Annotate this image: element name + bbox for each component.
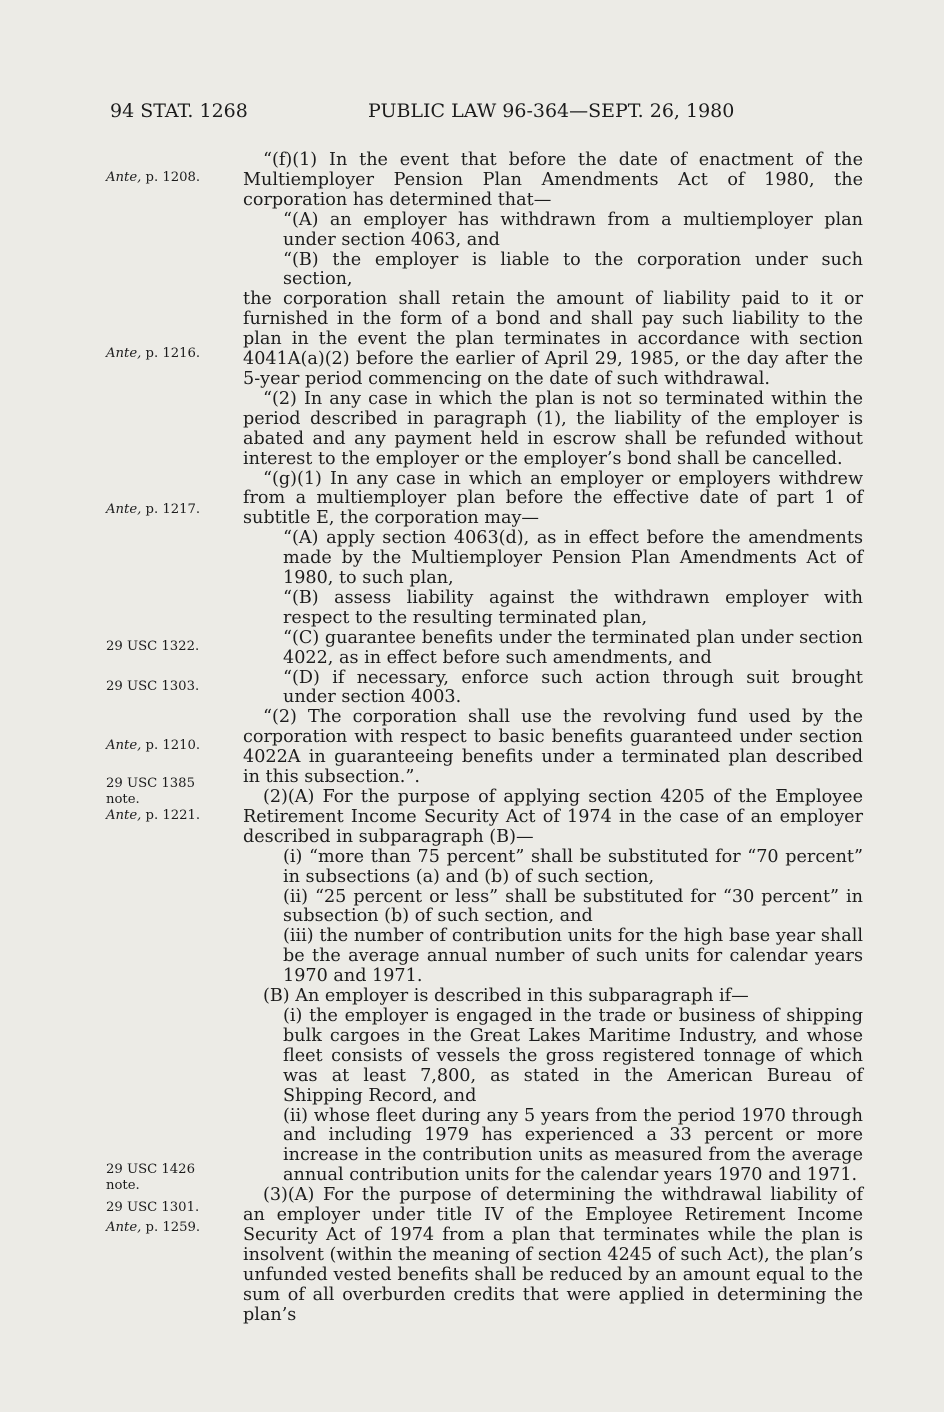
paragraph: “(B) assess liability against the withdrawn employer with respect to the resulting terminated plan, <box>283 587 863 628</box>
paragraph: (ii) “25 percent or less” shall be substituted for “30 percent” in subsection (b) of such section, and <box>283 886 863 927</box>
margin-note: Ante, p. 1208. <box>106 170 201 185</box>
paragraph: “(2) The corporation shall use the revolving fund used by the corporation with respect to basic benefits guaranteed under section 4022A in guaranteeing benefits under a terminated plan described in this subsection.”. <box>243 707 863 788</box>
statute-page-number: 94 STAT. 1268 <box>110 100 248 122</box>
paragraph: (i) the employer is engaged in the trade or business of shipping bulk cargoes in the Great Lakes Maritime Industry, and whose fleet consists of vessels the gross registered tonnage of which was at least 7,800, as stated in the American Bureau of Shipping Record, and <box>283 1005 863 1106</box>
margin-note: 29 USC 1301. <box>106 1200 200 1215</box>
margin-note: 29 USC 1385 note. <box>106 776 195 807</box>
margin-note: Ante, p. 1216. <box>106 346 201 361</box>
paragraph: (iii) the number of contribution units for the high base year shall be the average annual number of such units for calendar years 1970 and 1971. <box>283 926 863 987</box>
page-title: PUBLIC LAW 96-364—SEPT. 26, 1980 <box>368 100 735 122</box>
paragraph: “(A) an employer has withdrawn from a multiemployer plan under section 4063, and <box>283 209 863 250</box>
paragraph: “(A) apply section 4063(d), as in effect before the amendments made by the Multiemployer Pension Plan Amendments Act of 1980, to such plan, <box>283 528 863 589</box>
paragraph: (3)(A) For the purpose of determining the withdrawal liability of an employer under title IV of the Employee Retirement Income Security Act of 1974 from a plan that terminates while the plan is insolvent (within the meaning of section 4245 of such Act), the plan’s unfunded vested benefits shall be reduced by an amount equal to the sum of all overburden credits that were applied in determining the plan’s <box>243 1185 864 1325</box>
margin-note: 29 USC 1426 note. <box>106 1162 195 1193</box>
margin-note: Ante, p. 1217. <box>106 502 201 517</box>
paragraph: “(g)(1) In any case in which an employer or employers withdrew from a multiemployer plan before the effective date of part 1 of subtitle E, the corporation may— <box>243 468 863 529</box>
paragraph: “(C) guarantee benefits under the terminated plan under section 4022, as in effect before such amendments, and <box>283 627 863 668</box>
paragraph: “(2) In any case in which the plan is not so terminated within the period described in paragraph (1), the liability of the employer is abated and any payment held in escrow shall be refunded without interest to the employer or the employer’s bond shall be cancelled. <box>243 388 863 469</box>
margin-note: 29 USC 1322. <box>106 639 200 654</box>
paragraph: (2)(A) For the purpose of applying section 4205 of the Employee Retirement Income Security Act of 1974 in the case of an employer described in subparagraph (B)— <box>243 787 863 847</box>
paragraph: (i) “more than 75 percent” shall be substituted for “70 percent” in subsections (a) and (b) of such section, <box>283 846 863 887</box>
paragraph: (ii) whose fleet during any 5 years from the period 1970 through and including 1979 has experienced a 33 percent or more increase in the contribution units as measured from the average annual contribution units for the calendar years 1970 and 1971. <box>283 1105 863 1186</box>
paragraph: the corporation shall retain the amount of liability paid to it or furnished in the form of a bond and shall pay such liability to the plan in the event the plan terminates in accordance with section 4041A(a)(2) before the earlier of April 29, 1985, or the day after the 5-year period commencing on the date of such withdrawal. <box>243 289 863 389</box>
statute-text <box>243 151 863 1325</box>
paragraph: “(D) if necessary, enforce such action through suit brought under section 4003. <box>283 667 863 708</box>
margin-note: Ante, p. 1210. <box>106 738 201 753</box>
margin-note: Ante, p. 1221. <box>106 808 201 823</box>
paragraph: “(B) the employer is liable to the corporation under such section, <box>283 249 863 290</box>
paragraph: “(f)(1) In the event that before the date of enactment of the Multiemployer Pension Plan Amendments Act of 1980, the corporation has determined that— <box>243 150 863 210</box>
paragraph: (B) An employer is described in this subparagraph if— <box>263 986 749 1007</box>
margin-note: Ante, p. 1259. <box>106 1220 201 1235</box>
margin-note: 29 USC 1303. <box>106 679 200 694</box>
